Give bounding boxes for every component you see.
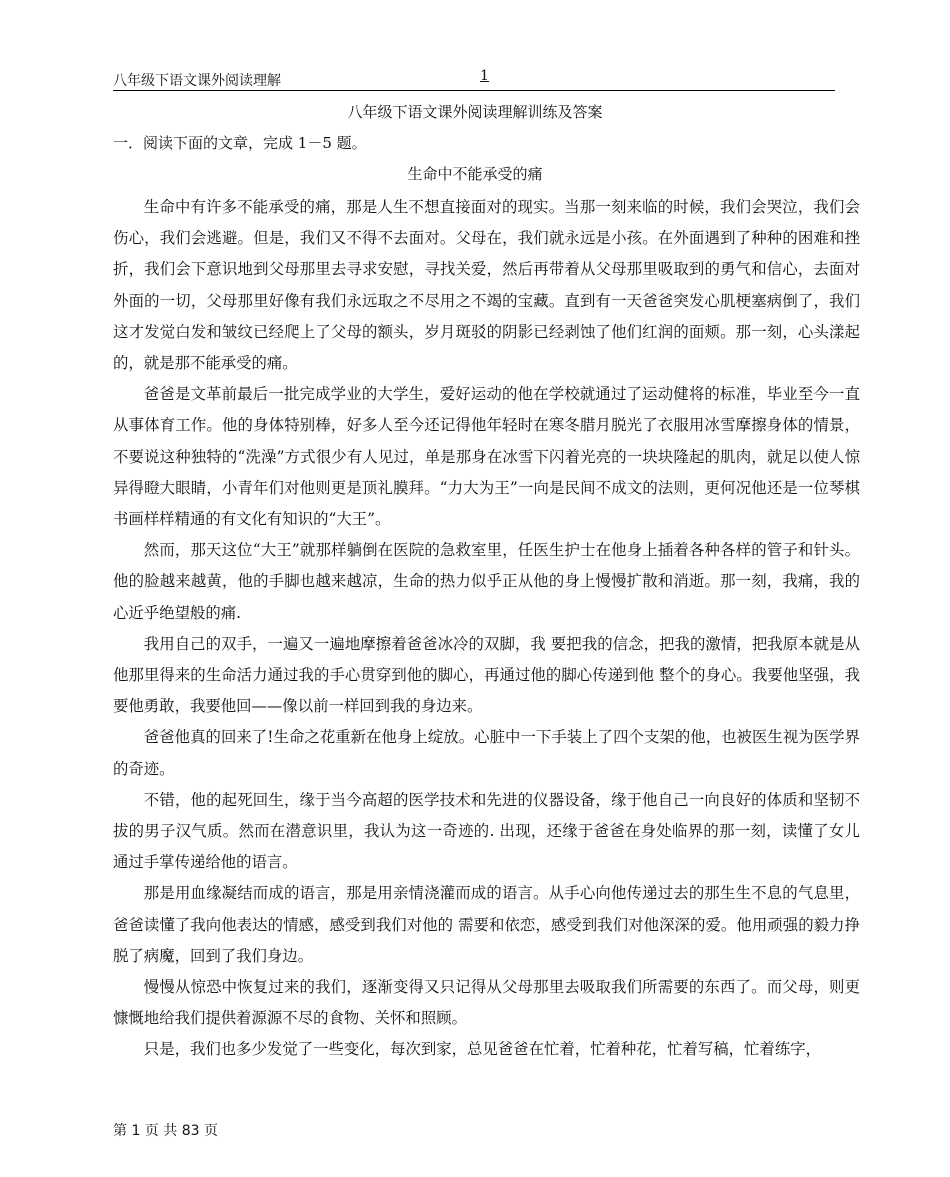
paragraph: 只是，我们也多少发觉了一些变化，每次到家，总见爸爸在忙着，忙着种花，忙着写稿，忙着练字，	[143, 1040, 821, 1059]
page-header	[113, 66, 835, 91]
paragraph: 那是用血缘凝结而成的语言，那是用亲情浇灌而成的语言。从手心向他传递过去的那生生不息的气息里，爸爸读懂了我向他表达的情感，感受到我们对他的 需要和依恋，感受到我们对他深深的爱。他用顽强的毅力挣脱了病魔，回到了我们身边。	[113, 884, 860, 965]
paragraph: 然而，那天这位“大王”就那样躺倒在医院的急救室里，任医生护士在他身上插着各种各样的管子和针头。他的脸越来越黄，他的手脚也越来越凉，生命的热力似乎正从他的身上慢慢扩散和消逝。那一刻，我痛，我的心近乎绝望般的痛.	[113, 541, 860, 622]
page-footer: 第 1 页 共 83 页	[113, 1123, 218, 1139]
article-title: 生命中不能承受的痛	[407, 165, 543, 183]
paragraph: 慢慢从惊恐中恢复过来的我们，逐渐变得又只记得从父母那里去吸取我们所需要的东西了。而父母，则更慷慨地给我们提供着源源不尽的食物、关怀和照顾。	[113, 978, 860, 1028]
paragraph: 爸爸是文革前最后一批完成学业的大学生，爱好运动的他在学校就通过了运动健将的标准，毕业至今一直从事体育工作。他的身体特别棒，好多人至今还记得他年轻时在寒冬腊月脱光了衣服用冰雪摩擦身体的情景，不要说这种独特的“洗澡”方式很少有人见过，单是那身在冰雪下闪着光亮的一块块隆起的肌肉，就足以使人惊异得瞪大眼睛，小青年们对他则更是顶礼膜拜。“力大为王”一向是民间不成文的法则，更何况他还是一位琴棋书画样样精通的有文化有知识的“大王”。	[113, 385, 860, 529]
paragraph: 我用自己的双手，一遍又一遍地摩擦着爸爸冰冷的双脚，我 要把我的信念，把我的激情，把我原本就是从他那里得来的生命活力通过我的手心贯穿到他的脚心，再通过他的脚心传递到他 整个的身心。我要他坚强，我要他勇敢，我要他回——像以前一样回到我的身边来。	[113, 634, 860, 716]
paragraph: 爸爸他真的回来了!生命之花重新在他身上绽放。心脏中一下手装上了四个支架的他，也被医生视为医学界的奇迹。	[113, 728, 860, 778]
header-page-number: 1	[480, 68, 489, 84]
document-title: 八年级下语文课外阅读理解训练及答案	[347, 103, 603, 121]
header-title: 八年级下语文课外阅读理解	[113, 73, 281, 89]
paragraph: 生命中有许多不能承受的痛，那是人生不想直接面对的现实。当那一刻来临的时候，我们会哭泣，我们会伤心，我们会逃避。但是，我们又不得不去面对。父母在，我们就永远是小孩。在外面遇到了种种的困难和挫折，我们会下意识地到父母那里去寻求安慰，寻找关爱，然后再带着从父母那里吸取到的勇气和信心，去面对外面的一切，父母那里好像有我们永远取之不尽用之不竭的宝藏。直到有一天爸爸突发心肌梗塞病倒了，我们这才发觉白发和皱纹已经爬上了父母的额头，岁月斑驳的阴影已经剥蚀了他们红润的面颊。那一刻，心头漾起的，就是那不能承受的痛。	[113, 198, 860, 373]
question-intro: 一．阅读下面的文章，完成 1－5 题。	[113, 134, 367, 152]
paragraph: 不错，他的起死回生，缘于当今高超的医学技术和先进的仪器设备，缘于他自己一向良好的体质和坚韧不拔的男子汉气质。然而在潜意识里，我认为这一奇迹的. 出现，还缘于爸爸在身处临界的那一刻，读懂了女儿通过手掌传递给他的语言。	[113, 790, 860, 872]
article-body	[113, 192, 860, 1066]
